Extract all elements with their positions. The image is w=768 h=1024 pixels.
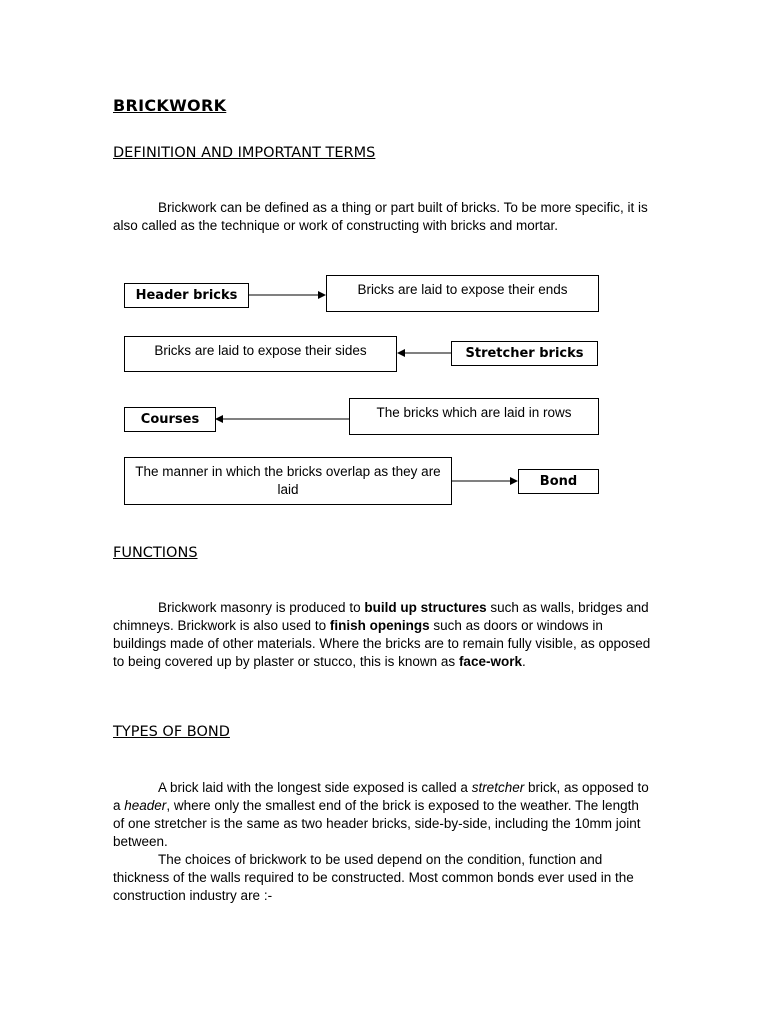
bond-italic-header: header: [124, 798, 167, 813]
document-title: BRICKWORK: [113, 96, 227, 115]
bond-text-2: brick, as opposed to a: [113, 780, 649, 813]
functions-bold-face-work: face-work: [458, 654, 522, 669]
bond-text-1: A brick laid with the longest side exposed is called a: [158, 780, 472, 795]
term-courses: Courses: [124, 407, 216, 432]
functions-text-3: such as doors or windows in buildings made of other materials. Where the bricks are to remain fully visible, as opposed to being covered up by plaster or stucco, this is known as: [113, 618, 651, 669]
types-of-bond-heading: TYPES OF BOND: [113, 724, 230, 740]
term-header-bricks: Header bricks: [124, 283, 249, 308]
desc-header-bricks: Bricks are laid to expose their ends: [326, 275, 599, 312]
desc-courses: The bricks which are laid in rows: [349, 398, 599, 435]
bond-paragraph-2: The choices of brickwork to be used depend on the condition, function and thickness of the walls required to be constructed. Most common bonds ever used in the construction industry are :-: [113, 852, 634, 903]
functions-paragraph: [113, 599, 653, 671]
definition-heading: DEFINITION AND IMPORTANT TERMS: [113, 145, 376, 161]
functions-bold-build-up: build up structures: [364, 600, 487, 615]
term-bond: Bond: [518, 469, 599, 494]
bond-italic-stretcher: stretcher: [471, 780, 525, 795]
functions-text-4: .: [521, 654, 526, 669]
desc-bond: The manner in which the bricks overlap as they are laid: [124, 457, 452, 505]
functions-heading: FUNCTIONS: [113, 545, 198, 561]
functions-text-2: such as walls, bridges and chimneys. Brickwork is also used to: [113, 600, 649, 633]
term-stretcher-bricks: Stretcher bricks: [451, 341, 598, 366]
functions-bold-finish-openings: finish openings: [329, 618, 430, 633]
types-of-bond-paragraph: [113, 779, 653, 905]
bond-text-3: , where only the smallest end of the brick is exposed to the weather. The length of one stretcher is the same as two header bricks, side-by-side, including the 10mm joint between.: [113, 798, 641, 849]
functions-text-1: Brickwork masonry is produced to: [158, 600, 365, 615]
desc-stretcher-bricks: Bricks are laid to expose their sides: [124, 336, 397, 372]
definition-text: Brickwork can be defined as a thing or part built of bricks. To be more specific, it is also called as the technique or work of constructing with bricks and mortar.: [113, 200, 648, 233]
